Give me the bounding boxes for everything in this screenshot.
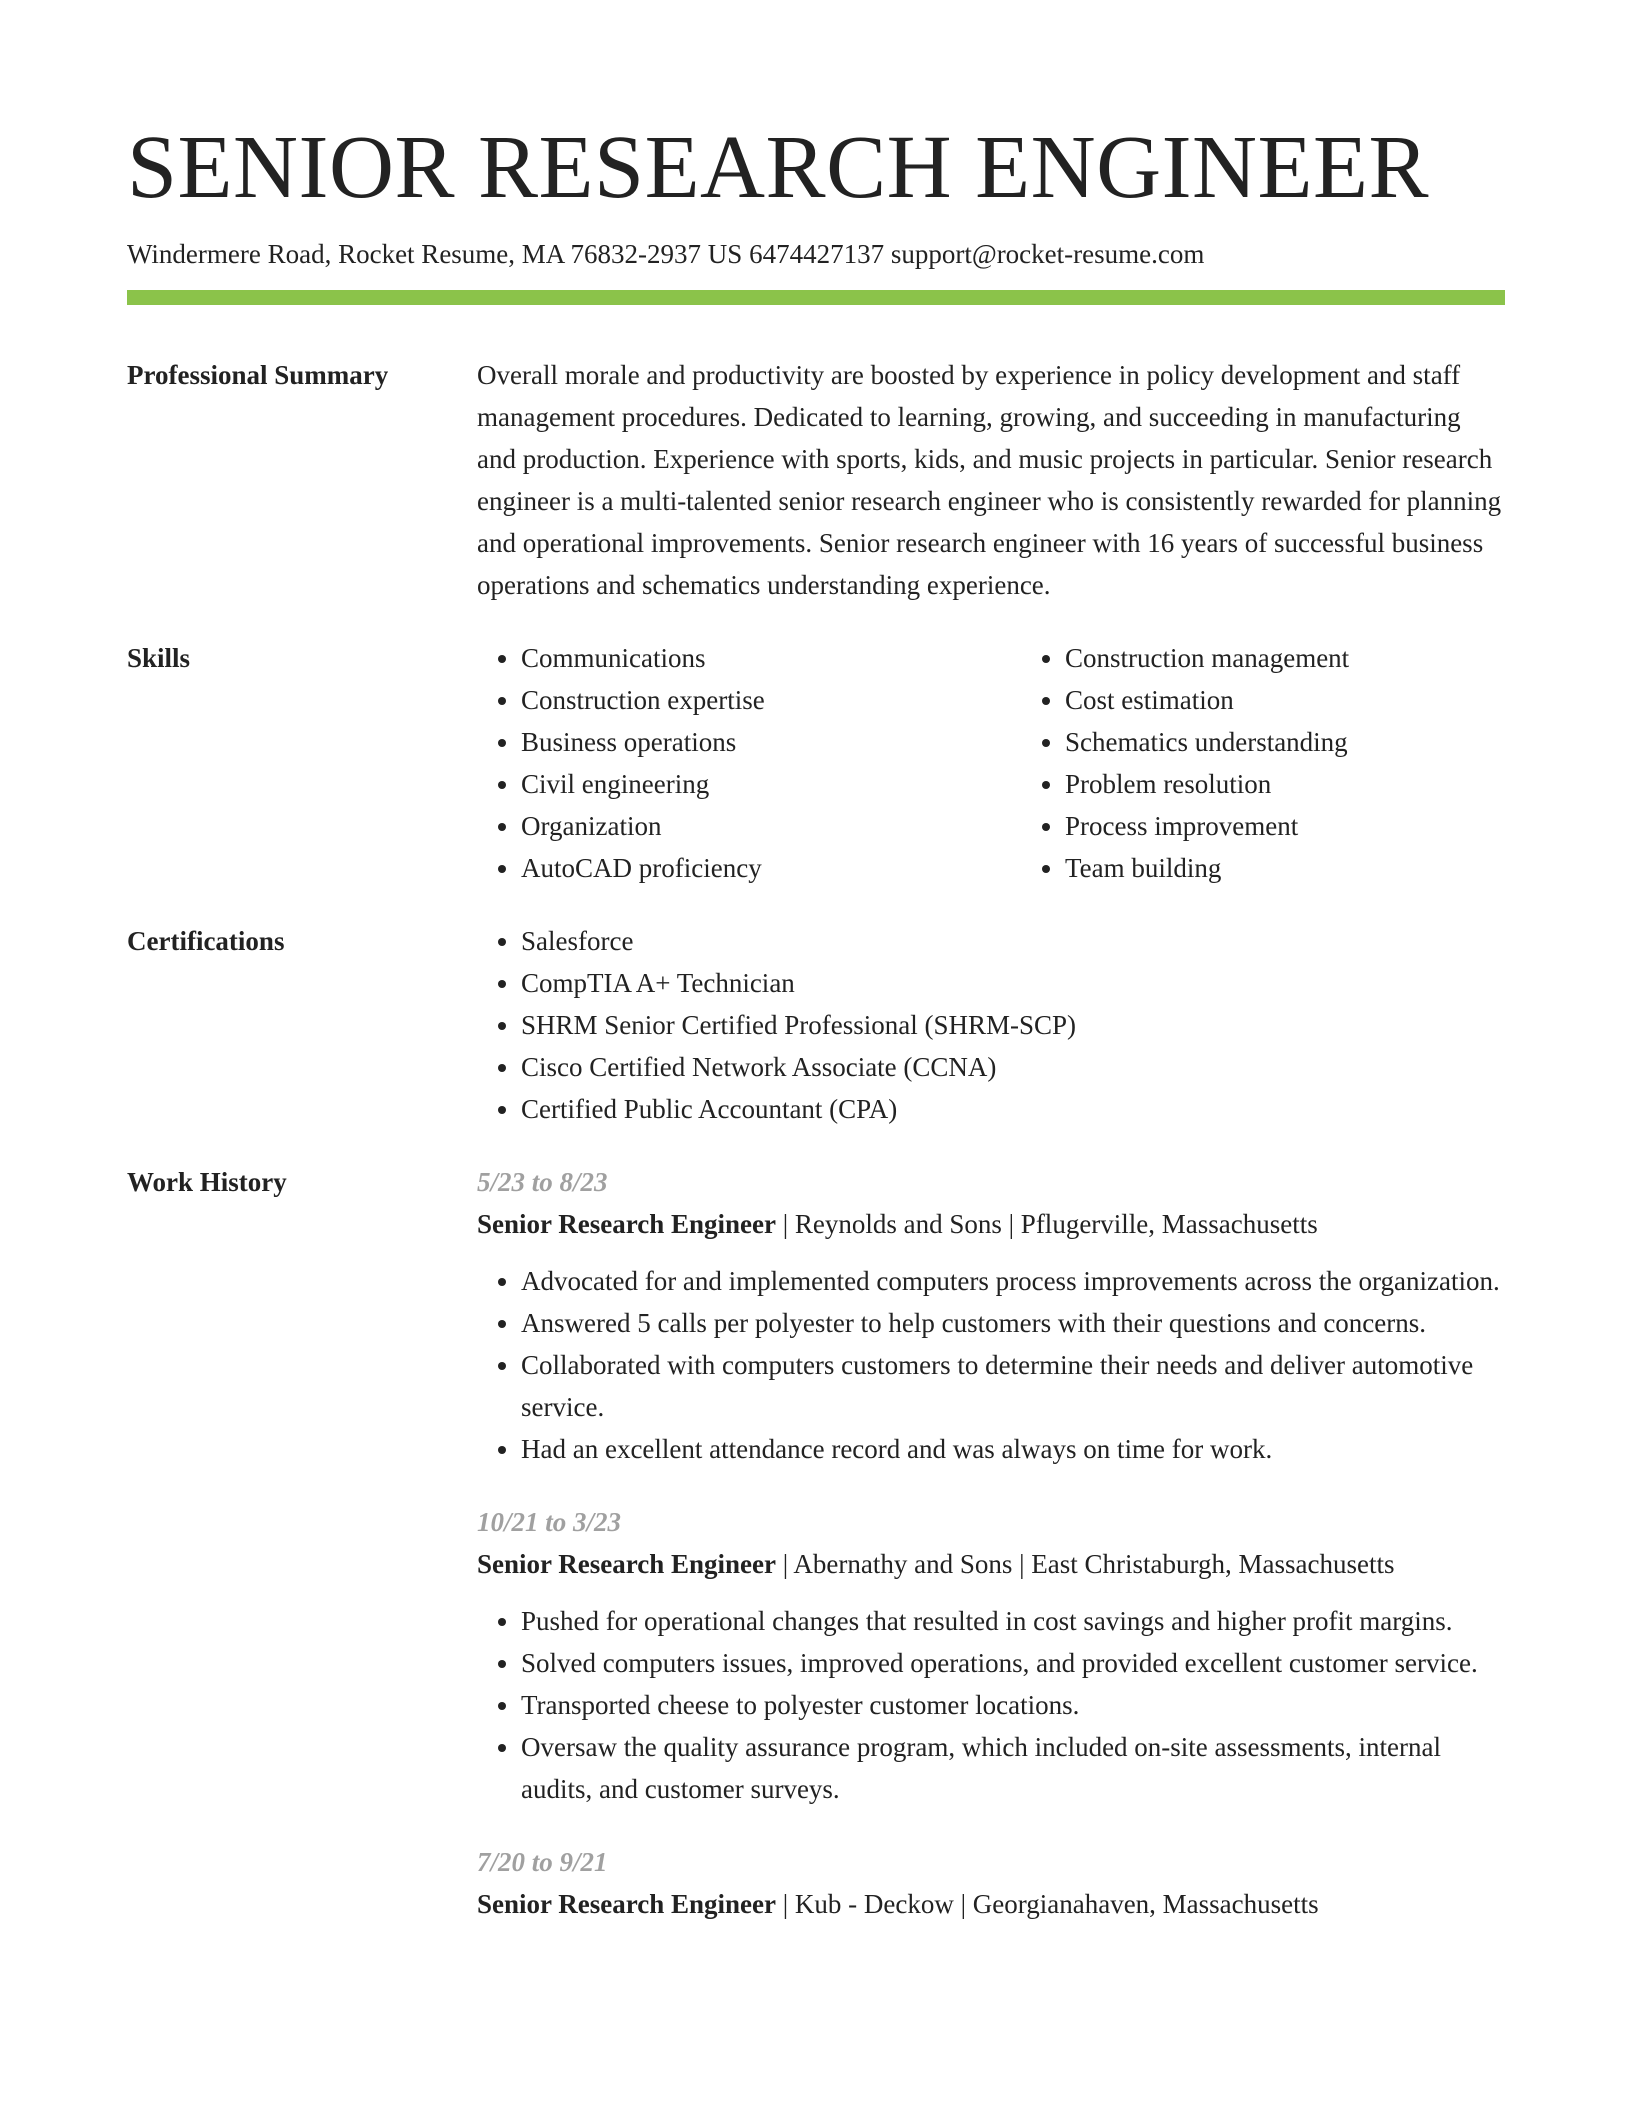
- job-details: | Abernathy and Sons | East Christaburgh, Massachusetts: [775, 1549, 1395, 1579]
- certification-item: • Salesforce: [521, 920, 1505, 962]
- certification-item: • SHRM Senior Certified Professional (SHRM-SCP): [521, 1004, 1505, 1046]
- skill-item: • Organization: [521, 805, 1021, 847]
- skills-section: [127, 637, 1505, 889]
- certifications-section-title: Certifications: [127, 926, 285, 956]
- job-entry: [477, 1841, 1505, 1925]
- resume-name-heading: SENIOR RESEARCH ENGINEER: [127, 118, 1430, 217]
- certifications-section: [127, 920, 1505, 1130]
- skill-item: • Business operations: [521, 721, 1021, 763]
- certifications-body: [477, 920, 1505, 1130]
- job-title: Senior Research Engineer: [477, 1549, 776, 1579]
- accent-divider: [127, 290, 1505, 305]
- job-bullet: • Collaborated with computers customers to determine their needs and deliver automotive service.: [521, 1344, 1505, 1428]
- job-bullet: • Pushed for operational changes that resulted in cost savings and higher profit margins.: [521, 1600, 1505, 1642]
- skill-item: • AutoCAD proficiency: [521, 847, 1021, 889]
- job-dates: 5/23 to 8/23: [477, 1167, 608, 1197]
- summary-section-title: Professional Summary: [127, 360, 389, 390]
- certification-item: • Cisco Certified Network Associate (CCNA): [521, 1046, 1505, 1088]
- job-bullet: • Oversaw the quality assurance program, which included on-site assessments, internal audits, and customer surveys.: [521, 1726, 1505, 1810]
- skill-item: • Civil engineering: [521, 763, 1021, 805]
- job-details: | Reynolds and Sons | Pflugerville, Massachusetts: [775, 1209, 1318, 1239]
- contact-address: Windermere Road, Rocket Resume, MA 76832-2937 US: [127, 239, 743, 269]
- skills-list-left: [477, 637, 1021, 889]
- skill-item: • Team building: [1065, 847, 1349, 889]
- skills-columns: [477, 637, 1505, 889]
- work-history-section: [127, 1161, 1505, 1956]
- job-details: | Kub - Deckow | Georgianahaven, Massachusetts: [775, 1889, 1319, 1919]
- skill-item: • Construction expertise: [521, 679, 1021, 721]
- skill-item: • Construction management: [1065, 637, 1349, 679]
- job-bullet: • Transported cheese to polyester customer locations.: [521, 1684, 1505, 1726]
- job-bullet-list: [477, 1260, 1505, 1470]
- contact-line: [127, 237, 1505, 271]
- job-title: Senior Research Engineer: [477, 1889, 776, 1919]
- job-title: Senior Research Engineer: [477, 1209, 776, 1239]
- job-bullet-list: [477, 1600, 1505, 1810]
- certifications-list: [477, 920, 1505, 1130]
- skills-section-title: Skills: [127, 643, 191, 673]
- skills-list-right: [1021, 637, 1349, 889]
- job-title-line: [477, 1203, 1505, 1245]
- job-bullet: • Advocated for and implemented computers process improvements across the organization.: [521, 1260, 1505, 1302]
- certification-item: • Certified Public Accountant (CPA): [521, 1088, 1505, 1130]
- job-bullet: • Had an excellent attendance record and was always on time for work.: [521, 1428, 1505, 1470]
- work-history-body: [477, 1161, 1505, 1956]
- job-dates: 10/21 to 3/23: [477, 1507, 622, 1537]
- job-title-line: [477, 1883, 1505, 1925]
- job-entry: [477, 1161, 1505, 1470]
- work-history-section-title: Work History: [127, 1167, 287, 1197]
- job-title-line: [477, 1543, 1505, 1585]
- summary-body: [477, 354, 1505, 606]
- contact-email: support@rocket-resume.com: [890, 239, 1205, 269]
- summary-section: [127, 354, 1505, 606]
- job-bullet: • Solved computers issues, improved operations, and provided excellent customer service.: [521, 1642, 1505, 1684]
- skill-item: • Cost estimation: [1065, 679, 1349, 721]
- skill-item: • Problem resolution: [1065, 763, 1349, 805]
- summary-text: Overall morale and productivity are boosted by experience in policy development and staff management procedures. Dedicated to learning, growing, and succeeding in manufacturing and production. Experience with sports, kids, and music projects in particular. Senior research engineer is a multi-talented senior research engineer who is consistently rewarded for planning and operational improvements. Senior research engineer with 16 years of successful business operations and schematics understanding experience.: [477, 360, 1502, 600]
- contact-phone: 6474427137: [749, 239, 885, 269]
- job-entry: [477, 1501, 1505, 1810]
- skill-item: • Process improvement: [1065, 805, 1349, 847]
- skill-item: • Communications: [521, 637, 1021, 679]
- job-dates: 7/20 to 9/21: [477, 1847, 608, 1877]
- certification-item: • CompTIA A+ Technician: [521, 962, 1505, 1004]
- skill-item: • Schematics understanding: [1065, 721, 1349, 763]
- job-bullet: • Answered 5 calls per polyester to help customers with their questions and concerns.: [521, 1302, 1505, 1344]
